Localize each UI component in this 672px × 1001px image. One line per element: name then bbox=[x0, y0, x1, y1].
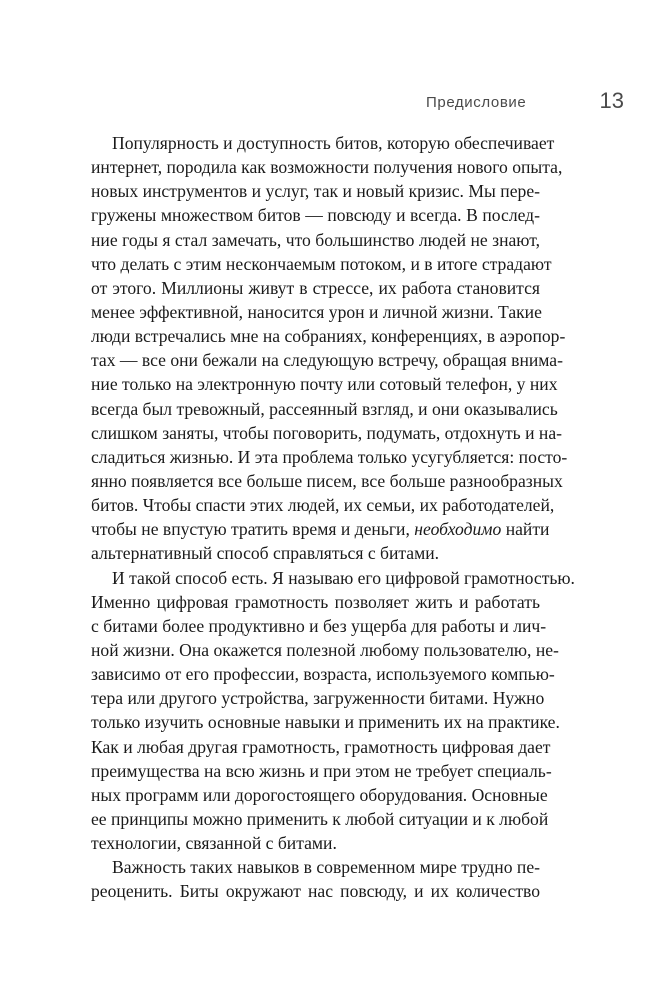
text-run: чтобы не впустую тратить время и деньги, bbox=[91, 519, 415, 540]
text-line: с битами более продуктивно и без ущерба для работы и лич- bbox=[91, 615, 547, 636]
text-line: гружены множеством битов — повсюду и всегда. В послед- bbox=[91, 205, 540, 226]
text-line: реоценить. Биты окружают нас повсюду, и их количество bbox=[91, 881, 540, 902]
text-line: Важность таких навыков в современном мире трудно пе- bbox=[112, 857, 540, 878]
text-line: новых инструментов и услуг, так и новый кризис. Мы пере- bbox=[91, 181, 540, 202]
text-line: Популярность и доступность битов, которую обеспечивает bbox=[112, 133, 555, 153]
page-number: 13 bbox=[599, 88, 624, 113]
text-line: преимущества на всю жизнь и при этом не требует специаль- bbox=[91, 760, 552, 781]
text-line: битов. Чтобы спасти этих людей, их семьи, их работодателей, bbox=[91, 495, 555, 516]
text-line: ной жизни. Она окажется полезной любому пользователю, не- bbox=[91, 639, 559, 660]
text-line-with-emphasis bbox=[91, 517, 550, 541]
text-line: янно появляется все больше писем, все больше разнообразных bbox=[91, 470, 563, 491]
text-line: от этого. Миллионы живут в стрессе, их работа становится bbox=[91, 277, 540, 298]
text-line: что делать с этим нескончаемым потоком, и в итоге страдают bbox=[91, 253, 552, 274]
text-line: только изучить основные навыки и применить их на практике. bbox=[91, 712, 560, 733]
text-line: Как и любая другая грамотность, грамотность цифровая дает bbox=[91, 736, 551, 757]
emphasis-word: необходимо bbox=[414, 519, 502, 540]
text-line: ние годы я стал замечать, что большинство людей не знают, bbox=[91, 229, 540, 250]
text-line: менее эффективной, наносится урон и личной жизни. Такие bbox=[91, 301, 542, 322]
text-line: ее принципы можно применить к любой ситуации и к любой bbox=[91, 808, 549, 829]
text-line: люди встречались мне на собраниях, конференциях, в аэропор- bbox=[91, 326, 566, 347]
text-line: альтернативный способ справляться с битами. bbox=[91, 543, 440, 564]
text-line: И такой способ есть. Я называю его цифровой грамотностью. bbox=[112, 567, 575, 588]
text-line: технологии, связанной с битами. bbox=[91, 833, 337, 854]
section-title: Предисловие bbox=[426, 94, 527, 111]
running-head bbox=[420, 88, 624, 118]
text-line: всегда был тревожный, рассеянный взгляд, и они оказывались bbox=[91, 398, 558, 419]
text-line: тах — все они бежали на следующую встречу, обращая внима- bbox=[91, 350, 563, 371]
text-line: тера или другого устройства, загруженности битами. Нужно bbox=[91, 688, 545, 709]
text-line: слишком заняты, чтобы поговорить, подумать, отдохнуть и на- bbox=[91, 422, 562, 443]
text-line: сладиться жизнью. И эта проблема только усугубляется: посто- bbox=[91, 446, 568, 467]
text-line: ние только на электронную почту или сотовый телефон, у них bbox=[91, 374, 558, 395]
text-line: ных программ или дорогостоящего оборудования. Основные bbox=[91, 784, 548, 805]
body-text bbox=[91, 131, 575, 904]
text-line: интернет, породила как возможности получения нового опыта, bbox=[91, 157, 563, 178]
text-line: Именно цифровая грамотность позволяет жить и работать bbox=[91, 591, 540, 612]
text-line: зависимо от его профессии, возраста, используемого компью- bbox=[91, 664, 555, 685]
text-run: найти bbox=[501, 519, 550, 540]
